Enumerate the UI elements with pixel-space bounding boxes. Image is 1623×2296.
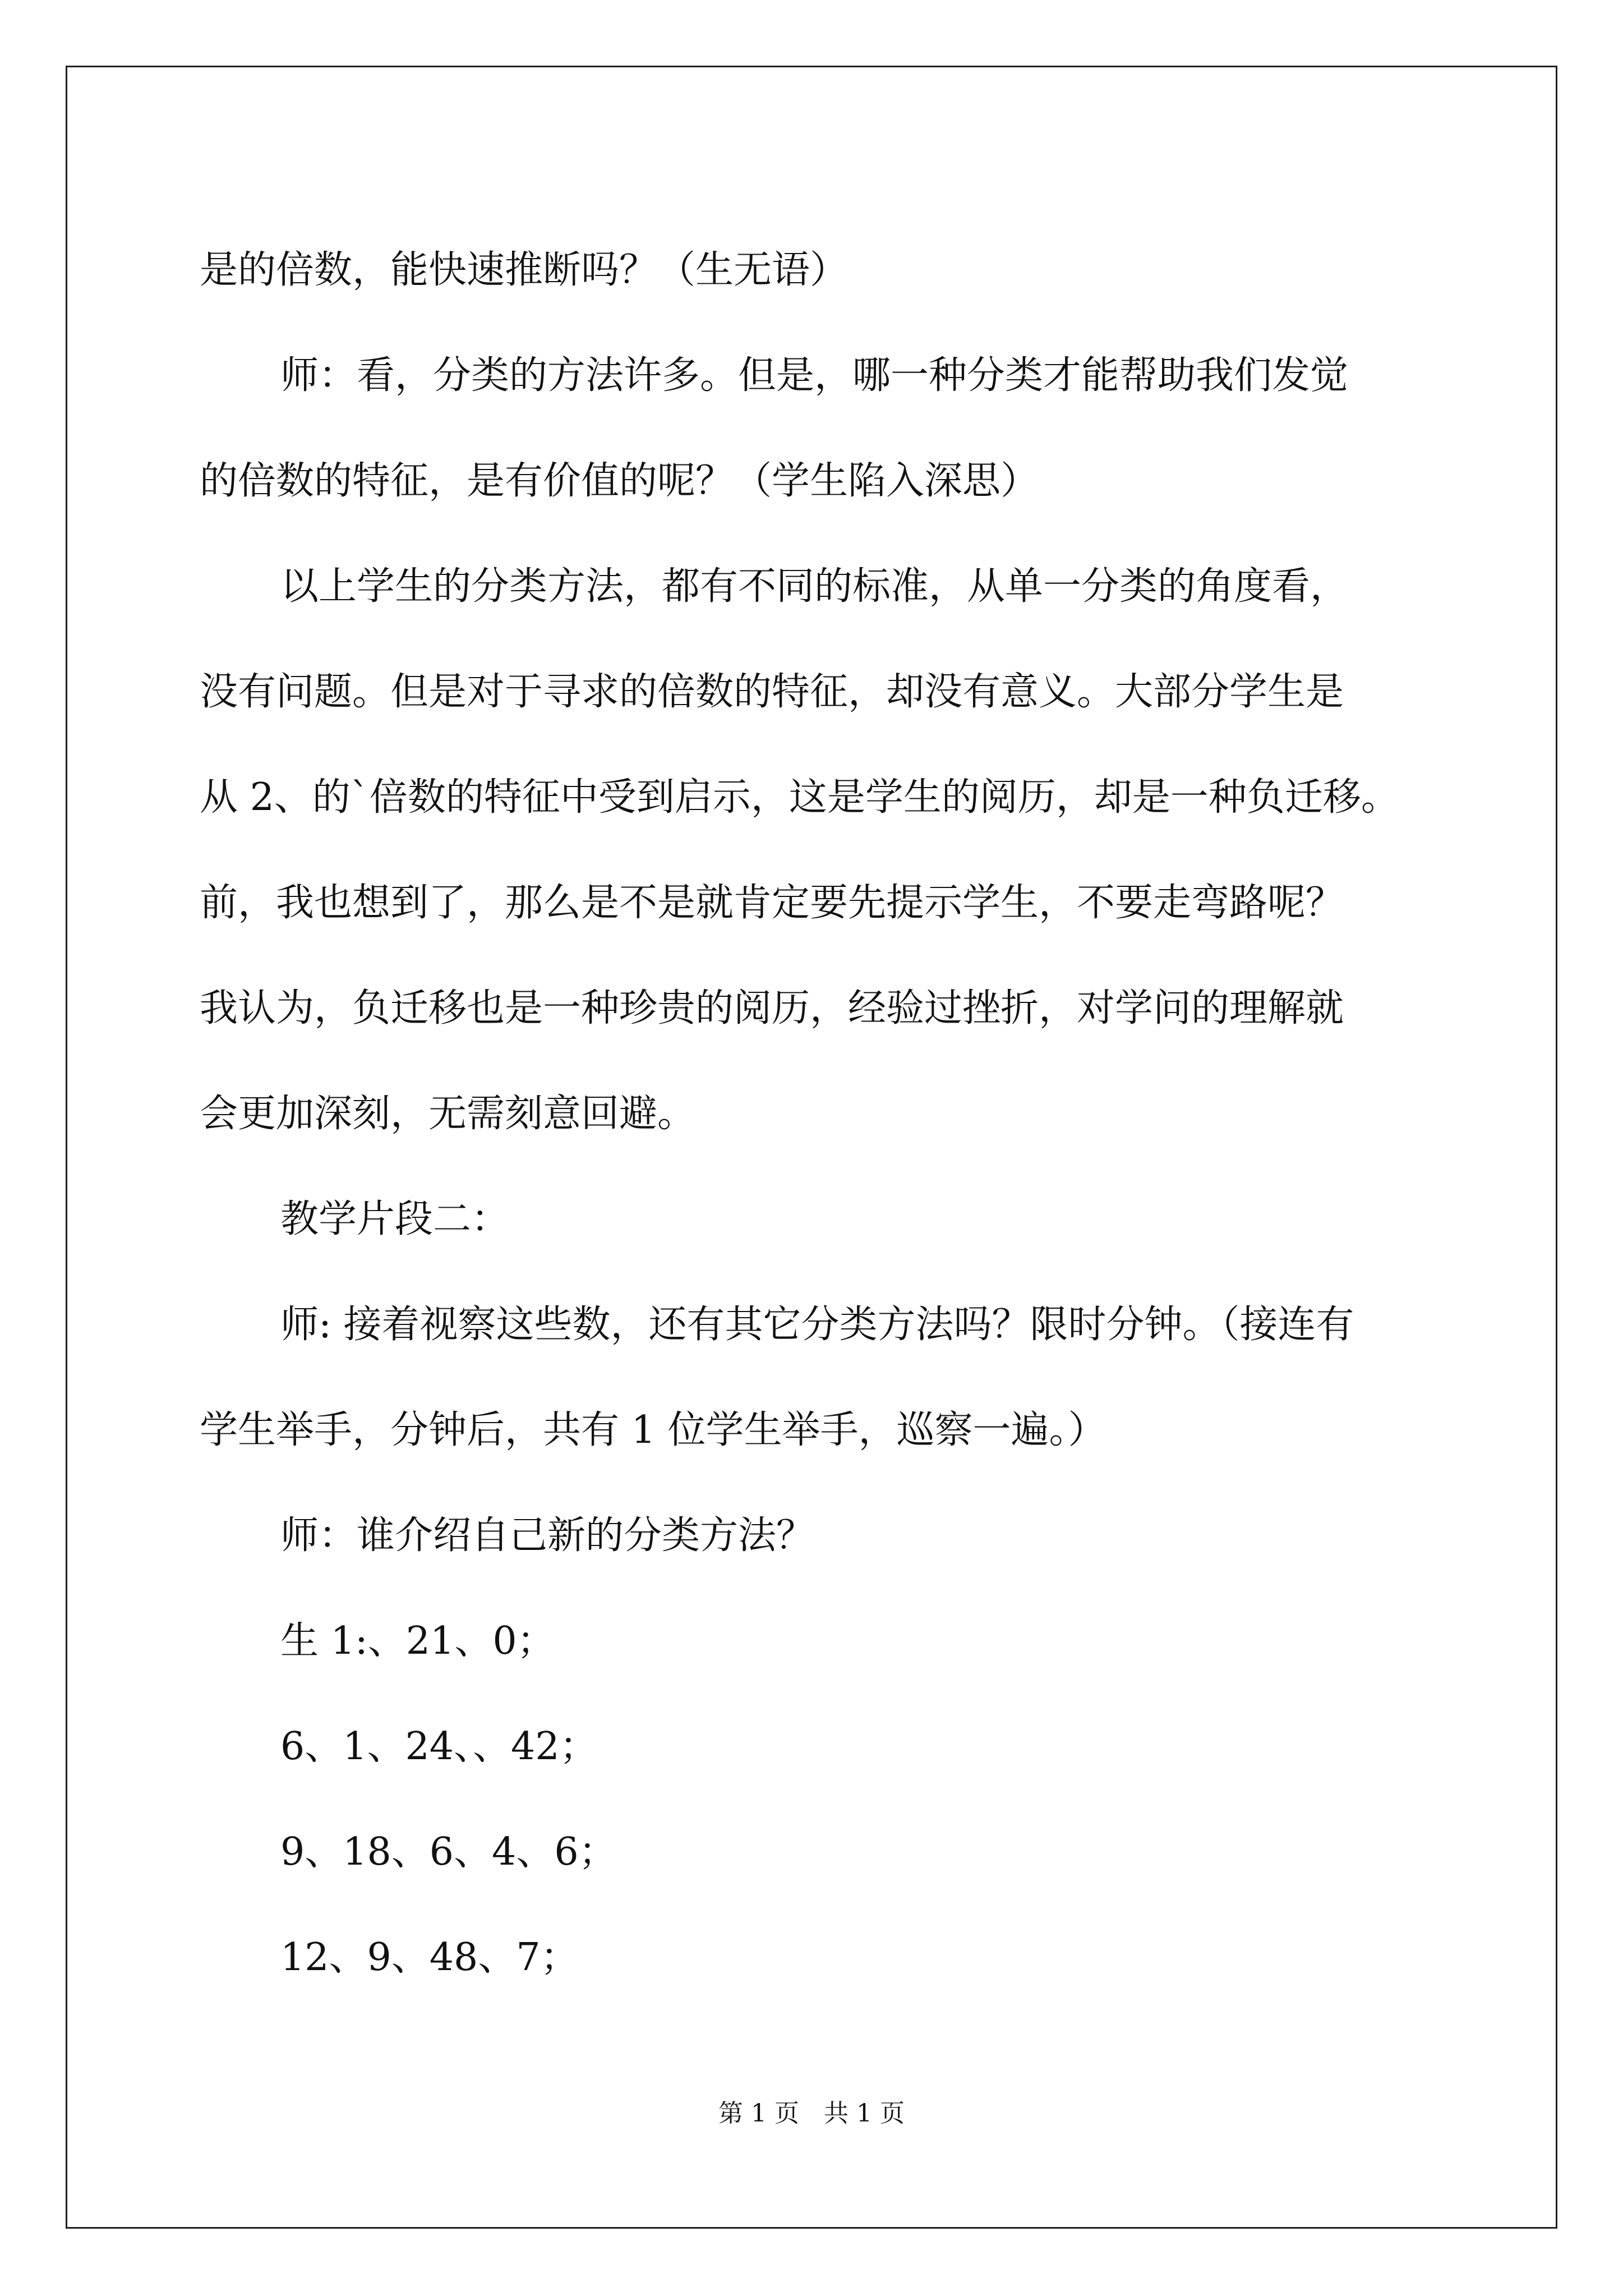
list-item: 生 1:、21、0； — [280, 1619, 555, 1663]
paragraph: 没有问题。但是对于寻求的倍数的特征，却没有意义。大部分学生是 — [200, 670, 1344, 714]
section-heading: 教学片段二： — [280, 1197, 510, 1241]
paragraph: 师：谁介绍自己新的分类方法？ — [280, 1513, 815, 1558]
paragraph: 会更加深刻，无需刻意回避。 — [200, 1092, 696, 1136]
page-footer: 第 1 页 共 1 页 — [718, 2099, 905, 2128]
paragraph: 是的倍数，能快速推断吗？（生无语） — [200, 248, 849, 292]
list-item: 9、18、6、4、6； — [280, 1830, 617, 1874]
paragraph: 学生举手，分钟后，共有 1 位学生举手，巡察一遍。） — [200, 1408, 1106, 1452]
list-item: 6、1、24、、42； — [280, 1724, 598, 1769]
document-body — [200, 218, 1433, 2010]
paragraph: 的倍数的特征，是有价值的呢？（学生陷入深思） — [200, 459, 1039, 503]
list-item: 12、9、48、7； — [280, 1935, 579, 1980]
paragraph: 从 2、的`倍数的特征中受到启示，这是学生的阅历，却是一种负迁移。 — [200, 775, 1399, 820]
paragraph: 前，我也想到了，那么是不是就肯定要先提示学生，不要走弯路呢？ — [200, 881, 1344, 925]
paragraph: 师: 接着视察这些数，还有其它分类方法吗？限时分钟。（接连有 — [280, 1303, 1354, 1347]
paragraph: 我认为，负迁移也是一种珍贵的阅历，经验过挫折，对学问的理解就 — [200, 986, 1344, 1030]
paragraph: 师：看，分类的方法许多。但是，哪一种分类才能帮助我们发觉 — [280, 353, 1349, 398]
paragraph: 以上学生的分类方法，都有不同的标准，从单一分类的角度看， — [280, 564, 1349, 609]
